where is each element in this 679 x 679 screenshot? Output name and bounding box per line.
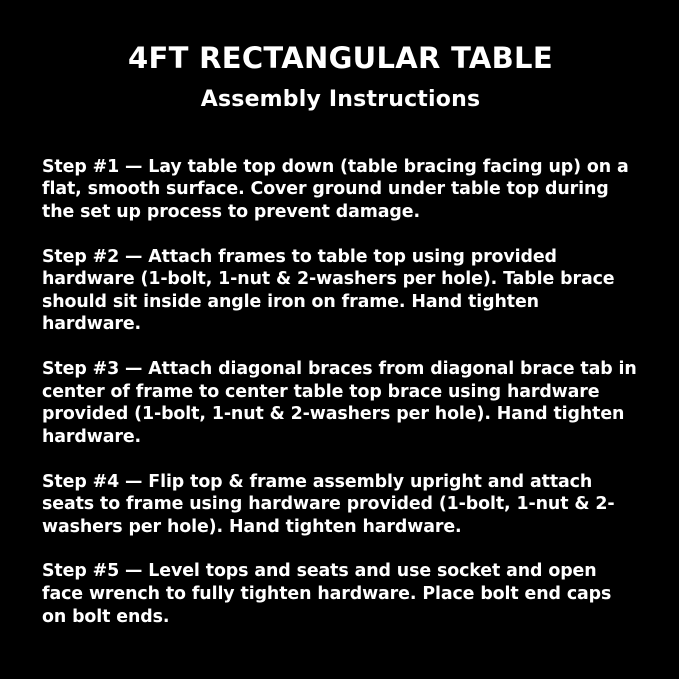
list-item: Step #1 — Lay table top down (table bracing facing up) on a flat, smooth surface. Cover ground under table top during the set up process to prevent damage. <box>42 156 629 222</box>
list-item: Step #4 — Flip top & frame assembly upright and attach seats to frame using hardware provided (1-bolt, 1-nut & 2-washers per hole). Hand tighten hardware. <box>42 471 615 537</box>
page-title: 4FT RECTANGULAR TABLE <box>128 41 553 75</box>
list-item: Step #2 — Attach frames to table top using provided hardware (1-bolt, 1-nut & 2-washers per hole). Table brace should sit inside angle iron on frame. Hand tighten hardware. <box>42 246 615 335</box>
steps-list <box>42 138 639 628</box>
list-item: Step #5 — Level tops and seats and use socket and open face wrench to fully tighten hardware. Place bolt end caps on bolt ends. <box>42 561 612 627</box>
list-item: Step #3 — Attach diagonal braces from diagonal brace tab in center of frame to center table top brace using hardware provided (1-bolt, 1-nut & 2-washers per hole). Hand tighten hardware. <box>42 359 637 447</box>
page-subtitle: Assembly Instructions <box>200 87 481 113</box>
